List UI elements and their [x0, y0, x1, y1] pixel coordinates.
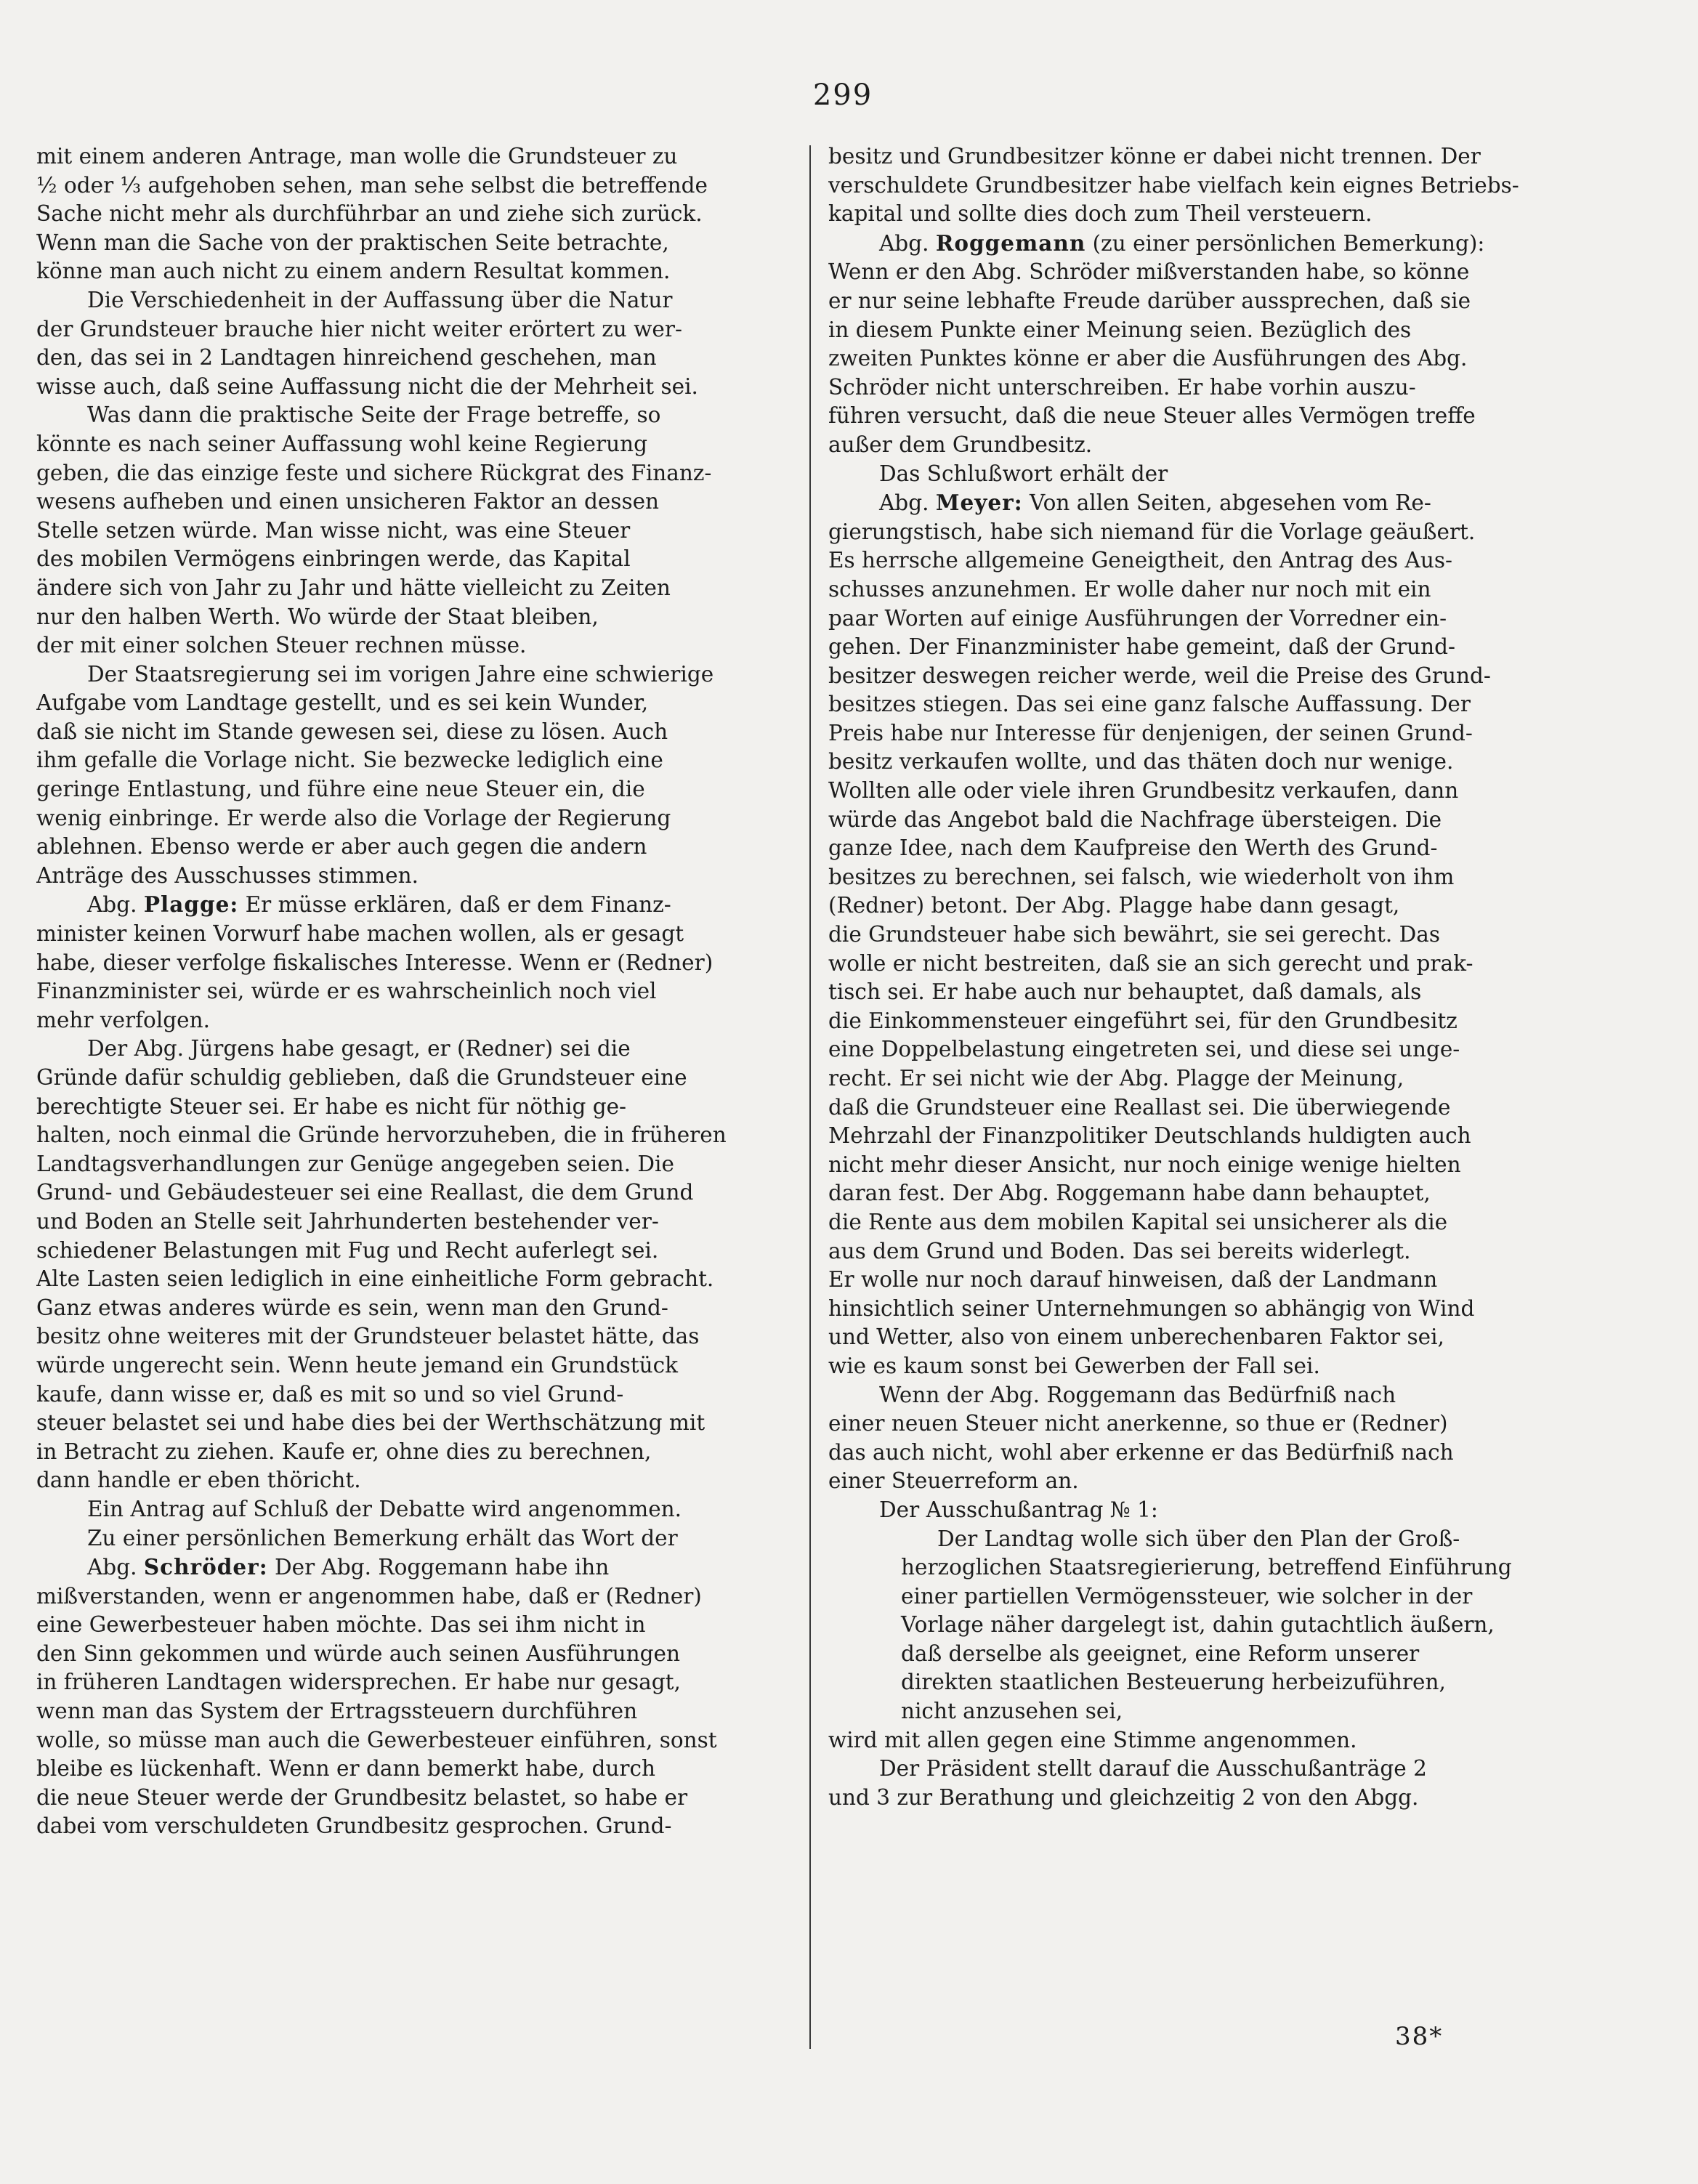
paragraph [828, 488, 1609, 1380]
paragraph [36, 1524, 806, 1553]
text-line: würde das Angebot bald die Nachfrage übersteigen. Die [828, 806, 1442, 832]
text-line: Preis habe nur Interesse für denjenigen, der seinen Grund- [828, 720, 1473, 745]
text-line: und Boden an Stelle seit Jahrhunderten bestehender ver- [36, 1208, 659, 1234]
paragraph [36, 1035, 806, 1495]
text-line: der mit einer solchen Steuer rechnen müsse. [36, 633, 527, 658]
text-line: wie es kaum sonst bei Gewerben der Fall sei. [828, 1353, 1320, 1378]
sheet-signature: 38* [1395, 2022, 1444, 2051]
text-line: Wenn der Abg. Roggemann das Bedürfniß nach [879, 1382, 1396, 1407]
text-line: dabei vom verschuldeten Grundbesitz gesprochen. Grund- [36, 1813, 672, 1839]
text-line: hinsichtlich seiner Unternehmungen so abhängig von Wind [828, 1295, 1475, 1321]
text-line: die neue Steuer werde der Grundbesitz belastet, so habe er [36, 1784, 688, 1810]
text-line: den Sinn gekommen und würde auch seinen Ausführungen [36, 1641, 680, 1666]
text-line: daß derselbe als geeignet, eine Reform unserer [901, 1641, 1420, 1666]
paragraph [828, 1726, 1609, 1755]
text-line [828, 229, 1609, 259]
text-line: daß die Grundsteuer eine Reallast sei. Die überwiegende [828, 1094, 1451, 1120]
speech-text: Von allen Seiten, abgesehen vom Re- [1022, 490, 1431, 516]
text-line: Die Verschiedenheit in der Auffassung über die Natur [87, 287, 673, 312]
text-line [36, 890, 806, 920]
text-line: Sache nicht mehr als durchführbar an und ziehe sich zurück. [36, 201, 703, 227]
text-line: könnte es nach seiner Auffassung wohl keine Regierung [36, 431, 647, 456]
text-line: das auch nicht, wohl aber erkenne er das Bedürfniß nach [828, 1439, 1454, 1465]
paragraph [36, 286, 806, 401]
text-line: kaufe, dann wisse er, daß es mit so und so viel Grund- [36, 1381, 624, 1407]
text-line: Der Staatsregierung sei im vorigen Jahre eine schwierige [87, 661, 714, 687]
text-line: könne man auch nicht zu einem andern Resultat kommen. [36, 259, 671, 284]
text-line: Gründe dafür schuldig geblieben, daß die Grundsteuer eine [36, 1065, 687, 1090]
text-line: wisse auch, daß seine Auffassung nicht die der Mehrheit sei. [36, 373, 698, 399]
text-line: Wenn er den Abg. Schröder mißverstanden habe, so könne [828, 259, 1470, 285]
paragraph [828, 1755, 1609, 1812]
text-line: wolle er nicht bestreiten, daß sie an sich gerecht und prak- [828, 950, 1473, 976]
paragraph [828, 142, 1609, 229]
paragraph [36, 890, 806, 1035]
speech-text: (zu einer persönlichen Bemerkung): [1085, 230, 1485, 256]
text-line: Schröder nicht unterschreiben. Er habe vorhin auszu- [828, 374, 1416, 400]
text-line: mit einem anderen Antrage, man wolle die Grundsteuer zu [36, 144, 678, 169]
paragraph [36, 1553, 806, 1841]
text-line: Es herrsche allgemeine Geneigtheit, den Antrag des Aus- [828, 548, 1452, 573]
text-line: in früheren Landtagen widersprechen. Er habe nur gesagt, [36, 1670, 681, 1695]
text-line: Aufgabe vom Landtage gestellt, und es sei kein Wunder, [36, 690, 649, 716]
text-line: Wollten alle oder viele ihren Grundbesitz verkaufen, dann [828, 778, 1459, 804]
text-line: besitzer deswegen reicher werde, weil die Preise des Grund- [828, 663, 1491, 688]
text-line: recht. Er sei nicht wie der Abg. Plagge der Meinung, [828, 1066, 1404, 1091]
text-line: habe, dieser verfolge fiskalisches Interesse. Wenn er (Redner) [36, 950, 713, 975]
speech-text: Er müsse erklären, daß er dem Finanz- [238, 892, 671, 918]
text-line: ändere sich von Jahr zu Jahr und hätte vielleicht zu Zeiten [36, 575, 671, 600]
text-line: würde ungerecht sein. Wenn heute jemand ein Grundstück [36, 1352, 679, 1378]
text-line: Wenn man die Sache von der praktischen Seite betrachte, [36, 230, 669, 255]
right-column [828, 142, 1609, 1812]
text-line [36, 1553, 806, 1582]
text-line: direkten staatlichen Besteuerung herbeizuführen, [901, 1670, 1446, 1695]
text-line: geben, die das einzige feste und sichere Rückgrat des Finanz- [36, 460, 712, 485]
text-line: wenn man das System der Ertragssteuern durchführen [36, 1699, 638, 1724]
text-line: zweiten Punktes könne er aber die Ausführungen des Abg. [828, 346, 1468, 371]
text-line: und 3 zur Berathung und gleichzeitig 2 von den Abgg. [828, 1784, 1419, 1810]
paragraph [36, 142, 806, 286]
text-line: Anträge des Ausschusses stimmen. [36, 862, 419, 888]
text-line: verschuldete Grundbesitzer habe vielfach kein eignes Betriebs- [828, 172, 1519, 198]
text-line: die Rente aus dem mobilen Kapital sei unsicherer als die [828, 1209, 1448, 1234]
text-line: Ganz etwas anderes würde es sein, wenn man den Grund- [36, 1295, 668, 1320]
text-line: herzoglichen Staatsregierierung, betreffend Einführung [901, 1555, 1512, 1580]
text-line: die Einkommensteuer eingeführt sei, für den Grundbesitz [828, 1008, 1458, 1033]
text-line: Landtagsverhandlungen zur Genüge angegeben seien. Die [36, 1151, 674, 1176]
text-line: halten, noch einmal die Gründe hervorzuheben, die in früheren [36, 1123, 727, 1148]
text-line: besitzes stiegen. Das sei eine ganz falsche Auffassung. Der [828, 692, 1471, 717]
text-line: Das Schlußwort erhält der [879, 461, 1168, 486]
text-line: Mehrzahl der Finanzpolitiker Deutschlands huldigten auch [828, 1123, 1471, 1149]
text-line: bleibe es lückenhaft. Wenn er dann bemerkt habe, durch [36, 1756, 656, 1781]
paragraph [828, 1496, 1609, 1525]
text-line: der Grundsteuer brauche hier nicht weiter erörtert zu wer- [36, 316, 682, 341]
text-line: mehr verfolgen. [36, 1007, 210, 1032]
speaker-name: Schröder: [143, 1554, 268, 1580]
paragraph [828, 1525, 1609, 1726]
text-line: einer partiellen Vermögenssteuer, wie solcher in der [901, 1583, 1473, 1609]
text-line: wird mit allen gegen eine Stimme angenommen. [828, 1727, 1357, 1752]
text-line: schiedener Belastungen mit Fug und Recht auferlegt sei. [36, 1237, 659, 1263]
text-line: minister keinen Vorwurf habe machen wollen, als er gesagt [36, 921, 684, 947]
paragraph [828, 1381, 1609, 1496]
text-line: eine Gewerbesteuer haben möchte. Das sei ihm nicht in [36, 1612, 646, 1638]
text-line: Der Präsident stellt darauf die Ausschußanträge 2 [879, 1756, 1427, 1781]
text-line: (Redner) betont. Der Abg. Plagge habe dann gesagt, [828, 893, 1400, 918]
text-line: wenig einbringe. Er werde also die Vorlage der Regierung [36, 805, 671, 830]
text-line: die Grundsteuer habe sich bewährt, sie sei gerecht. Das [828, 922, 1440, 947]
page-number: 299 [812, 78, 873, 112]
text-line: geringe Entlastung, und führe eine neue Steuer ein, die [36, 777, 645, 802]
speaker-name: Meyer: [935, 490, 1023, 516]
text-line: er nur seine lebhafte Freude darüber aussprechen, daß sie [828, 288, 1471, 313]
text-line: kapital und sollte dies doch zum Theil versteuern. [828, 201, 1372, 227]
speaker-prefix: Abg. [87, 892, 144, 918]
text-line: Der Ausschußantrag № 1: [879, 1497, 1158, 1522]
paragraph [828, 460, 1609, 489]
text-line: tisch sei. Er habe auch nur behauptet, daß damals, als [828, 979, 1422, 1005]
speech-text: Der Abg. Roggemann habe ihn [267, 1555, 610, 1580]
text-line: Er wolle nur noch darauf hinweisen, daß der Landmann [828, 1267, 1438, 1293]
text-line: besitz verkaufen wollte, und das thäten doch nur wenige. [828, 749, 1454, 774]
text-line: besitzes zu berechnen, sei falsch, wie wiederholt von ihm [828, 864, 1455, 889]
speaker-prefix: Abg. [87, 1555, 144, 1580]
text-line [828, 488, 1609, 518]
text-line: den, das sei in 2 Landtagen hinreichend geschehen, man [36, 345, 657, 371]
text-line: dann handle er eben thöricht. [36, 1468, 361, 1493]
text-line: Zu einer persönlichen Bemerkung erhält das Wort der [87, 1525, 678, 1550]
text-line: nur den halben Werth. Wo würde der Staat bleiben, [36, 604, 599, 629]
speaker-name: Plagge: [143, 891, 239, 918]
text-line: gierungstisch, habe sich niemand für die Vorlage geäußert. [828, 519, 1476, 544]
speaker-prefix: Abg. [879, 230, 936, 256]
text-line: führen versucht, daß die neue Steuer alles Vermögen treffe [828, 403, 1476, 429]
text-line: in diesem Punkte einer Meinung seien. Bezüglich des [828, 317, 1412, 342]
text-line: daß sie nicht im Stande gewesen sei, diese zu lösen. Auch [36, 719, 668, 744]
text-line: Der Abg. Jürgens habe gesagt, er (Redner) sei die [87, 1036, 631, 1061]
text-line: paar Worten auf einige Ausführungen der Vorredner ein- [828, 605, 1447, 631]
speaker-name: Roggemann [935, 230, 1086, 256]
text-line: Finanzminister sei, würde er es wahrscheinlich noch viel [36, 979, 657, 1004]
text-line: Der Landtag wolle sich über den Plan der Groß- [937, 1526, 1460, 1551]
text-line: ablehnen. Ebenso werde er aber auch gegen die andern [36, 834, 647, 860]
left-column [36, 142, 806, 1841]
text-line: ihm gefalle die Vorlage nicht. Sie bezwecke lediglich eine [36, 748, 663, 773]
text-line: daran fest. Der Abg. Roggemann habe dann behauptet, [828, 1181, 1431, 1206]
text-line: Ein Antrag auf Schluß der Debatte wird angenommen. [87, 1496, 682, 1521]
text-line: einer Steuerreform an. [828, 1468, 1079, 1494]
text-line: des mobilen Vermögens einbringen werde, das Kapital [36, 546, 631, 572]
text-line: besitz ohne weiteres mit der Grundsteuer belastet hätte, das [36, 1324, 700, 1349]
text-line: ½ oder ⅓ aufgehoben sehen, man sehe selbst die betreffende [36, 172, 708, 198]
text-line: ganze Idee, nach dem Kaufpreise den Werth des Grund- [828, 836, 1438, 861]
text-line: wesens aufheben und einen unsicheren Faktor an dessen [36, 489, 660, 514]
paragraph [828, 229, 1609, 460]
text-line: in Betracht zu ziehen. Kaufe er, ohne dies zu berechnen, [36, 1439, 652, 1464]
text-line: Vorlage näher dargelegt ist, dahin gutachtlich äußern, [901, 1612, 1495, 1638]
paragraph [36, 660, 806, 891]
text-line: nicht anzusehen sei, [901, 1699, 1123, 1724]
paragraph [36, 401, 806, 660]
text-line: Alte Lasten seien lediglich in eine einheitliche Form gebracht. [36, 1266, 714, 1292]
text-line: steuer belastet sei und habe dies bei der Werthschätzung mit [36, 1410, 706, 1436]
text-line: aus dem Grund und Boden. Das sei bereits widerlegt. [828, 1238, 1411, 1263]
text-line: Stelle setzen würde. Man wisse nicht, was eine Steuer [36, 517, 631, 543]
text-line: nicht mehr dieser Ansicht, nur noch einige wenige hielten [828, 1152, 1461, 1177]
text-line: berechtigte Steuer sei. Er habe es nicht für nöthig ge- [36, 1093, 627, 1119]
text-line: eine Doppelbelastung eingetreten sei, und diese sei unge- [828, 1037, 1460, 1062]
text-line: einer neuen Steuer nicht anerkenne, so thue er (Redner) [828, 1411, 1448, 1436]
text-line: gehen. Der Finanzminister habe gemeint, daß der Grund- [828, 634, 1455, 660]
text-line: schusses anzunehmen. Er wolle daher nur noch mit ein [828, 576, 1431, 602]
text-line: und Wetter, also von einem unberechenbaren Faktor sei, [828, 1324, 1444, 1350]
speaker-prefix: Abg. [879, 490, 936, 516]
text-line: wolle, so müsse man auch die Gewerbesteuer einführen, sonst [36, 1727, 717, 1752]
text-line: besitz und Grundbesitzer könne er dabei nicht trennen. Der [828, 144, 1481, 169]
text-line: außer dem Grundbesitz. [828, 432, 1093, 457]
column-divider [809, 145, 811, 2049]
paragraph [36, 1495, 806, 1524]
text-line: Was dann die praktische Seite der Frage betreffe, so [87, 403, 661, 428]
text-line: Grund- und Gebäudesteuer sei eine Reallast, die dem Grund [36, 1180, 694, 1205]
text-line: mißverstanden, wenn er angenommen habe, daß er (Redner) [36, 1583, 702, 1609]
